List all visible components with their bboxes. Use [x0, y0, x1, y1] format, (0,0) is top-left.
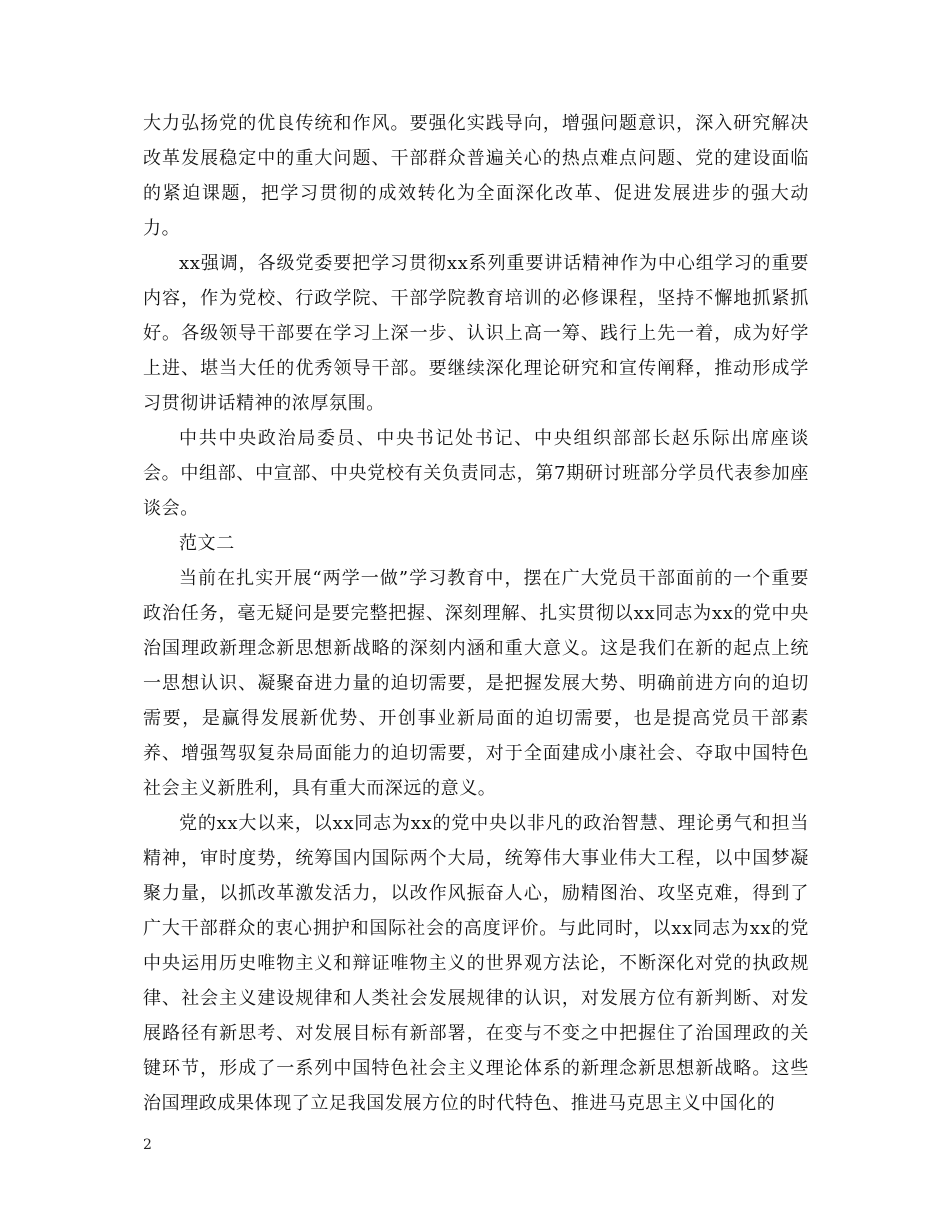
section-heading-sample-two: 范文二 — [179, 533, 235, 554]
paragraph-two-learn-one-do: 当前在扎实开展“两学一做”学习教育中，摆在广大党员干部面前的一个重要政治任务，毫无疑问是要完整把握、深刻理解、扎实贯彻以xx同志为xx的党中央治国理政新理念新思想新战略的深刻内涵和重大意义。这是我们在新的起点上统一思想认识、凝聚奋进力量的迫切需要，是把握发展大势、明确前进方向的迫切需要，是赢得发展新优势、开创事业新局面的迫切需要，也是提高党员干部素养、增强驾驭复杂局面能力的迫切需要，对于全面建成小康社会、夺取中国特色社会主义新胜利，具有重大而深远的意义。 — [143, 568, 809, 799]
paragraph-continuation: 大力弘扬党的优良传统和作风。要强化实践导向，增强问题意识，深入研究解决改革发展稳定中的重大问题、干部群众普遍关心的热点难点问题、党的建设面临的紧迫课题，把学习贯彻的成效转化为全面深化改革、促进发展进步的强大动力。 — [143, 113, 809, 239]
paragraph-xx-emphasis: xx强调，各级党委要把学习贯彻xx系列重要讲话精神作为中心组学习的重要内容，作为党校、行政学院、干部学院教育培训的必修课程，坚持不懈地抓紧抓好。各级领导干部要在学习上深一步、认识上高一筹、践行上先一着，成为好学上进、堪当大任的优秀领导干部。要继续深化理论研究和宣传阐释，推动形成学习贯彻讲话精神的浓厚氛围。 — [143, 253, 809, 414]
page-number: 2 — [143, 1137, 152, 1153]
paragraph-attendance: 中共中央政治局委员、中央书记处书记、中央组织部部长赵乐际出席座谈会。中组部、中宣部、中央党校有关负责同志，第7期研讨班部分学员代表参加座谈会。 — [143, 428, 809, 519]
paragraph-since-congress: 党的xx大以来，以xx同志为xx的党中央以非凡的政治智慧、理论勇气和担当精神，审时度势，统筹国内国际两个大局，统筹伟大事业伟大工程，以中国梦凝聚力量，以抓改革激发活力，以改作风振奋人心，励精图治、攻坚克难，得到了广大干部群众的衷心拥护和国际社会的高度评价。与此同时，以xx同志为xx的党中央运用历史唯物主义和辩证唯物主义的世界观方法论，不断深化对党的执政规律、社会主义建设规律和人类社会发展规律的认识，对发展方位有新判断、对发展路径有新思考、对发展目标有新部署，在变与不变之中把握住了治国理政的关键环节，形成了一系列中国特色社会主义理论体系的新理念新思想新战略。这些治国理政成果体现了立足我国发展方位的时代特色、推进马克思主义中国化的 — [143, 813, 809, 1114]
document-body — [143, 106, 809, 1121]
